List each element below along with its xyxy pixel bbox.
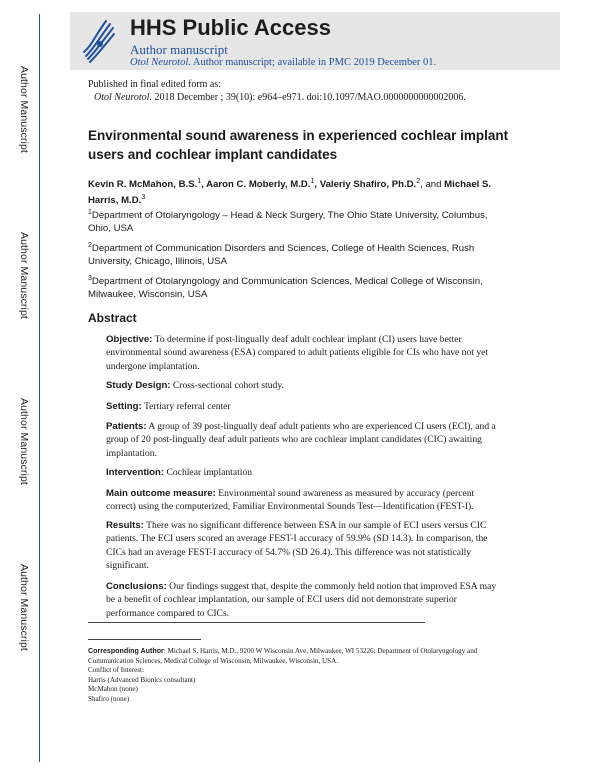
- hhs-eagle-logo-icon: [80, 18, 116, 64]
- section-text: There was no significant difference between ESA in our sample of ECI users versus CIC patients. The ECI users scored an average FEST-I accuracy of 59.9% (SD 14.3). In comparison, the CICs had an average FEST-I accuracy of 54.7% (SD 26.4). This difference was not statistically significant.: [106, 520, 488, 571]
- author-separator: , and: [420, 179, 445, 191]
- author-affil-sup: 1: [197, 178, 202, 185]
- affiliation-sup: 2: [88, 242, 92, 249]
- author-name: Aaron C. Moberly, M.D.: [206, 179, 311, 191]
- affiliation-text: Department of Otolaryngology and Communication Sciences, Medical College of Wisconsin, Milwaukee, Wisconsin, USA: [88, 276, 483, 301]
- footnotes: [88, 647, 508, 704]
- abstract-intervention: [106, 466, 498, 479]
- footnote-divider: [88, 639, 201, 640]
- citation-journal: Otol Neurotol.: [94, 92, 152, 103]
- affiliation: [88, 239, 508, 268]
- side-label-author-manuscript: Author Manuscript: [18, 232, 30, 319]
- author-name: Michael S. Harris, M.D.: [88, 179, 492, 207]
- corresponding-text: : Michael S. Harris, M.D., 9200 W Wisconsin Ave, Milwaukee, WI 53226; Department of Otolaryngology and Communication Sciences, Medical College of Wisconsin, Milwaukee, Wisconsin, USA.: [88, 647, 478, 665]
- conflict-item: Shafiro (none): [88, 694, 130, 703]
- corresponding-label: Corresponding Author: [88, 647, 164, 655]
- author-name: Kevin R. McMahon, B.S.: [88, 179, 198, 191]
- section-label: Intervention:: [106, 467, 165, 478]
- author-affil-sup: 3: [141, 194, 146, 202]
- side-label-author-manuscript: Author Manuscript: [18, 564, 30, 651]
- section-text: A group of 39 post-lingually deaf adult patients who are experienced CI users (ECI), and a group of 20 post-lingually deaf adult patients who are cochlear implant candidates (CIC) awaiting implantation.: [106, 421, 496, 459]
- abstract-main-outcome: [106, 487, 498, 514]
- abstract-results: [106, 519, 498, 572]
- affiliation-sup: 1: [88, 209, 92, 216]
- citation-line: [88, 91, 466, 104]
- affiliation-text: Department of Communication Disorders and Sciences, College of Health Sciences, Rush University, Chicago, Illinois, USA: [88, 243, 475, 268]
- conflict-item: McMahon (none): [88, 685, 138, 693]
- section-label: Setting:: [106, 401, 142, 412]
- section-text: To determine if post-lingually deaf adult cochlear implant (CI) users have better environmental sound awareness (ESA) compared to adult patients eligible for CIs who have not yet undergone implantation.: [106, 334, 489, 372]
- affiliation-text: Department of Otolaryngology – Head & Neck Surgery, The Ohio State University, Columbus, Ohio, USA: [88, 210, 488, 235]
- published-in-label: Published in final edited form as:: [88, 79, 222, 90]
- hhs-header: [70, 12, 560, 70]
- hhs-public-access-title: HHS Public Access: [130, 15, 331, 40]
- side-label-author-manuscript: Author Manuscript: [18, 398, 30, 485]
- side-label-author-manuscript: Author Manuscript: [18, 66, 30, 153]
- affiliation: [88, 206, 508, 235]
- corresponding-author: [88, 647, 508, 666]
- author-affil-sup: 2: [416, 178, 421, 185]
- conflict-item: Harris (Advanced Bionics consultant): [88, 675, 196, 684]
- affiliation-sup: 3: [88, 275, 92, 282]
- section-label: Study Design:: [106, 380, 171, 391]
- author-affil-sup: 1: [310, 178, 315, 185]
- section-label: Main outcome measure:: [106, 488, 216, 499]
- affiliation: [88, 272, 508, 301]
- section-label: Objective:: [106, 334, 153, 345]
- article-title: Environmental sound awareness in experienced cochlear implant users and cochlear implant candidates: [88, 128, 509, 162]
- journal-name: Otol Neurotol.: [130, 57, 191, 68]
- divider: [88, 622, 425, 623]
- abstract-patients: [106, 420, 498, 460]
- section-text: Our findings suggest that, despite the commonly held notion that improved ESA may be a benefit of cochlear implantation, our sample of ECI users did not demonstrate superior performance compared to CICs.: [106, 581, 497, 619]
- abstract-conclusions: [106, 580, 498, 620]
- section-text: Cross-sectional cohort study.: [172, 380, 284, 391]
- side-rule: [39, 14, 40, 762]
- abstract-heading: Abstract: [88, 311, 137, 325]
- author-list: [88, 175, 508, 207]
- section-text: Environmental sound awareness as measured by accuracy (percent correct) using the computerized, Familiar Environmental Sounds Test—Identification (FEST-I).: [106, 488, 475, 513]
- author-name: Valeriy Shafiro, Ph.D.: [319, 179, 417, 191]
- section-label: Patients:: [106, 421, 147, 432]
- author-separator: ,: [201, 179, 207, 191]
- abstract-study-design: [106, 379, 498, 392]
- section-text: Cochlear implantation: [166, 467, 253, 478]
- conflict-heading: Conflict of Interest:: [88, 666, 144, 674]
- availability-text: Author manuscript; available in PMC 2019 December 01.: [192, 57, 437, 68]
- citation-text: 2018 December ; 39(10): e964–e971. doi:10.1097/MAO.0000000000002006.: [154, 92, 466, 103]
- publication-info: [88, 78, 466, 104]
- abstract-objective: [106, 333, 498, 373]
- section-label: Conclusions:: [106, 581, 167, 592]
- section-label: Results:: [106, 520, 144, 531]
- abstract-setting: [106, 400, 498, 413]
- availability-line: [130, 57, 436, 68]
- section-text: Tertiary referral center: [143, 401, 231, 412]
- author-manuscript-subtitle: Author manuscript: [130, 42, 228, 57]
- author-separator: ,: [314, 179, 320, 191]
